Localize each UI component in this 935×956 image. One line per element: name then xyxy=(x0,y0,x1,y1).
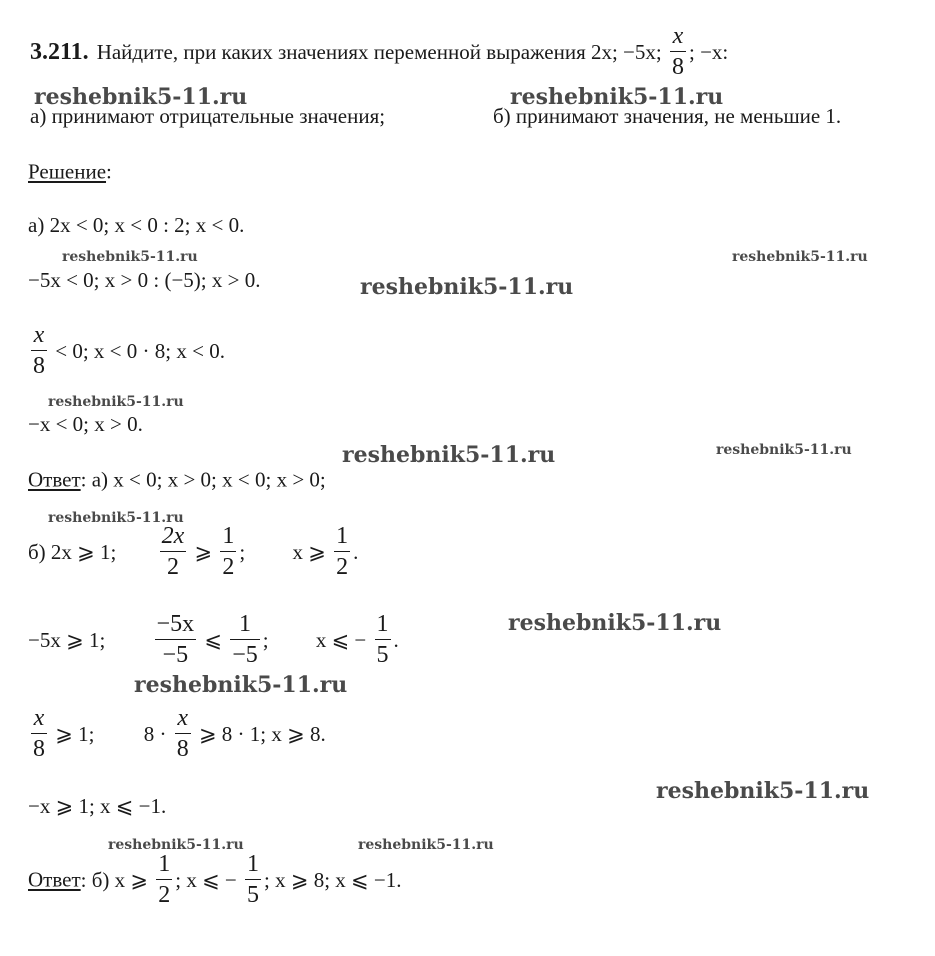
watermark: reshebnik5-11.ru xyxy=(732,249,868,265)
b-line-3-fraction-1: $\frac{x}{8}$ xyxy=(33,705,45,763)
watermark: reshebnik5-11.ru xyxy=(508,610,722,636)
b-line-1-fraction-3: $\frac{1}{2}$ xyxy=(336,523,349,581)
b-line-1-fraction-1: $\frac{2x}{2}$ xyxy=(161,523,185,581)
answer-b-fraction-2: $\frac{1}{5}$ xyxy=(247,851,260,909)
answer-b: Ответ: б) x ⩾ $\frac{1}{2}$ ; x ⩽ − $\frac{1}{5}$ ; x ⩾ 8; x ⩽ −1. xyxy=(28,851,402,909)
b-line-2-fraction-3: $\frac{1}{5}$ xyxy=(376,611,389,669)
watermark: reshebnik5-11.ru xyxy=(656,778,870,804)
a-line-4: −x < 0; x > 0. xyxy=(28,412,143,436)
watermark: reshebnik5-11.ru xyxy=(108,837,244,853)
watermark: reshebnik5-11.ru xyxy=(358,837,494,853)
answer-label: Ответ xyxy=(28,867,81,892)
b-line-2-fraction-1: $\frac{-5x}{-5}$ xyxy=(156,611,195,669)
answer-a: Ответ: а) x < 0; x > 0; x < 0; x > 0; xyxy=(28,467,326,492)
b-line-2: −5x ⩾ 1; $\frac{-5x}{-5}$ ⩽ $\frac{1}{-5}$ ; x ⩽ − $\frac{1}{5}$ . xyxy=(28,611,399,669)
b-line-3: $\frac{x}{8}$ ⩾ 1; 8 · $\frac{x}{8}$ ⩾ 8 · 1; x ⩾ 8. xyxy=(33,705,326,763)
watermark: reshebnik5-11.ru xyxy=(62,249,198,265)
problem-text: Найдите, при каких значениях переменной выражения 2x; −5x; xyxy=(96,39,662,64)
watermark: reshebnik5-11.ru xyxy=(178,930,314,946)
b-line-2-fraction-2: $\frac{1}{-5}$ xyxy=(232,611,258,669)
part-b-condition: б) принимают значения, не меньшие 1. xyxy=(493,104,842,128)
b-line-4: −x ⩾ 1; x ⩽ −1. xyxy=(28,794,167,818)
answer-label: Ответ xyxy=(28,467,81,492)
b-line-3-fraction-2: $\frac{x}{8}$ xyxy=(176,705,189,763)
problem-tail: ; −x: xyxy=(689,39,729,64)
solution-heading: Решение: xyxy=(28,159,112,184)
answer-b-fraction-1: $\frac{1}{2}$ xyxy=(158,851,171,909)
watermark: reshebnik5-11.ru xyxy=(134,672,348,698)
problem-fraction: $\frac{x}{8}$ xyxy=(672,23,684,81)
watermark: reshebnik5-11.ru xyxy=(342,442,556,468)
watermark: reshebnik5-11.ru xyxy=(48,510,184,526)
a-line-2: −5x < 0; x > 0 : (−5); x > 0. xyxy=(28,268,261,292)
a-line-3-fraction: $\frac{x}{8}$ xyxy=(33,322,45,380)
a-line-1: а) 2x < 0; x < 0 : 2; x < 0. xyxy=(28,213,245,237)
watermark: reshebnik5-11.ru xyxy=(510,84,724,110)
part-a-condition: а) принимают отрицательные значения; xyxy=(30,104,386,128)
b-line-1: б) 2x ⩾ 1; $\frac{2x}{2}$ ⩾ $\frac{1}{2}$ ; x ⩾ $\frac{1}{2}$ . xyxy=(28,523,359,581)
problem-line xyxy=(30,24,728,80)
watermark: reshebnik5-11.ru xyxy=(716,442,852,458)
watermark: reshebnik5-11.ru xyxy=(34,84,248,110)
watermark: reshebnik5-11.ru xyxy=(360,274,574,300)
watermark: reshebnik5-11.ru xyxy=(48,394,184,410)
a-line-3: $\frac{x}{8}$ < 0; x < 0 · 8; x < 0. xyxy=(33,322,225,380)
problem-number: 3.211. xyxy=(30,39,89,66)
b-line-1-fraction-2: $\frac{1}{2}$ xyxy=(222,523,235,581)
